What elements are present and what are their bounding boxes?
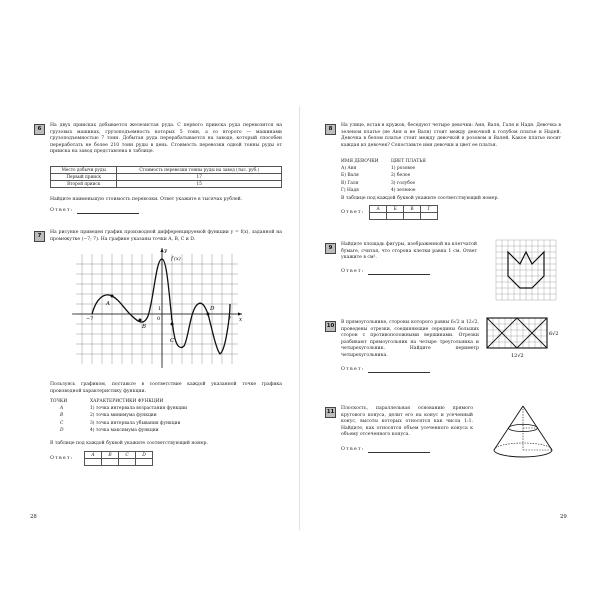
points-column [50,398,67,434]
unit-y-label: 1 [158,306,162,312]
table-cell: Первый прииск [51,174,117,181]
task-8-number: 8 [325,124,336,135]
column-header: ТОЧКИ [50,399,68,404]
list-item: C [60,420,64,426]
task-11-number: 11 [325,407,336,418]
answer-line[interactable] [77,208,139,214]
task-8-table-note: В таблице под каждой буквой укажите соответствующий номер. [341,196,499,201]
list-item: 4) точка максимума функции [90,427,159,433]
x-axis-arrow [238,312,242,315]
task-8-text: На улице, встав в кружок, беседуют четыре девочки: Аня, Валя, Галя и Надя. Девочка в зеленом платье (не Аня и не Валя) стоит между девочкой в голубом платье и Надей. Девочка в белом платье стоит между девочкой в розовом и Валей. Какое платье носит каждая из девочек? Сопоставьте имя девочки и цвет ее платья. [341,123,561,148]
grid-figure [496,240,556,300]
list-item: 4) зеленое [391,187,416,193]
task-11-text: Плоскость, параллельная основанию прямого кругового конуса, делит его на конус и усеченный конус, высоты которых относятся как числа 1:1. Найдите, как относятся объем усеченного конуса к объему отсеченного конуса. [341,406,473,438]
answer-label: Ответ: [341,210,365,215]
rectangle-figure [487,318,559,368]
answer-label: Ответ: [341,447,365,452]
list-item: B [60,413,64,419]
point-c-label: C [170,338,175,344]
names-column [341,158,379,194]
answer-label: Ответ: [341,269,365,274]
task-6-text: На двух приисках добывается железистая руда. С первого прииска руда перевозится на грузовых машинах, грузоподъемность которых 5 тонн, а со второго — машинами грузоподъемностью 7 тонн. Добытая руда перерабатывается на заводе, который способен переработать не более 210 тонн руды в день. Стоимость перевозки одной тонны руды от прииска на завод представлена в таблице. [50,123,282,155]
task-8-answer-grid [369,205,438,220]
list-item: A [60,406,64,412]
derivative-graph [76,248,246,384]
answer-label: Ответ: [50,208,74,213]
page-number: 29 [560,514,567,520]
answer-line[interactable] [368,269,430,275]
task-7-instruction: Пользуясь графиком, поставьте в соответствие каждой указанной точке графика производной характеристику функции. [50,382,282,394]
answer-cell[interactable] [136,459,153,466]
x-left-label: −7 [86,316,94,322]
column-header: ИМЯ ДЕВОЧКИ [341,159,379,164]
task-7-text: На рисунке приведен график производной дифференцируемой функции y = f(x), заданной на промежутке (−7; 7). На графике указаны точки A, B, C и D. [50,230,282,242]
answer-line[interactable] [368,447,430,453]
list-item: D [60,427,64,433]
task-6-table [50,166,282,188]
table-cell: 17 [117,174,282,181]
task-10-number: 10 [325,321,336,332]
answer-letter: В [404,206,421,213]
table-cell: Второй прииск [51,181,117,188]
answer-letter: Г [421,206,438,213]
answer-letter: А [370,206,387,213]
answer-cell[interactable] [404,213,421,220]
answer-line[interactable] [368,367,430,373]
figure-grid [487,318,547,348]
task-9-answer-row [341,268,430,275]
list-item: В) Галя [341,180,359,186]
y-axis-label: y [164,248,168,254]
task-7-table-note: В таблице под каждой буквой укажите соответствующий номер. [50,441,208,446]
task-6-answer-row [50,207,139,214]
answer-label: Ответ: [341,367,365,372]
task-8-answer-row [341,209,365,216]
answer-letter: C [119,452,136,459]
answer-label: Ответ: [50,456,74,461]
point-b-marker [139,319,142,322]
answer-letter: Б [387,206,404,213]
point-d-label: D [210,306,215,312]
list-item: 3) точка интервала убывания функции [90,420,181,426]
cone-figure [490,404,556,460]
list-item: 3) голубое [391,180,416,186]
task-10-answer-row [341,366,430,373]
answer-cell[interactable] [102,459,119,466]
answer-cell[interactable] [85,459,102,466]
task-9-number: 9 [325,243,336,254]
base-front [494,450,552,457]
task-6-number: 6 [34,124,45,135]
task-7-number: 7 [34,231,45,242]
table-cell: 15 [117,181,282,188]
table-header: Место добычи руды [51,167,117,174]
answer-letter: D [136,452,153,459]
x-right-label: 7 [228,316,232,322]
point-a-marker [111,295,114,298]
answer-letter: B [102,452,119,459]
task-7-answer-grid [84,451,153,466]
list-item: А) Аня [341,166,357,172]
page-gutter [299,106,300,530]
side-label: 6√2 [549,331,559,337]
unit-x-label: 1 [170,316,174,322]
list-item: 1) розовое [391,166,416,172]
function-label: f′(x) [171,256,181,262]
task-10-text: В прямоугольнике, стороны которого равны 6√2 и 12√2, проведены отрезки, соединяющие середины больших сторон с противоположными вершинами. Отрезки разбивают прямоугольник на четыре треугольника и четырехугольник. Найдите периметр четырехугольника. [341,320,479,358]
point-a-label: A [106,301,110,307]
column-header: ХАРАКТЕРИСТИКИ ФУНКЦИИ [90,399,164,404]
answer-letter: A [85,452,102,459]
x-axis-label: x [239,317,243,323]
task-7-answer-row [50,455,74,462]
answer-cell[interactable] [119,459,136,466]
list-item: 2) точка минимума функции [90,413,157,419]
answer-cell[interactable] [387,213,404,220]
point-b-label: B [142,324,147,330]
list-item: 1) точка интервала возрастания функции [90,406,188,412]
column-header: ЦВЕТ ПЛАТЬЯ [391,159,426,164]
task-6-question: Найдите наименьшую стоимость перевозки. Ответ укажите в тысячах рублей. [50,197,243,202]
figure-grid [496,240,556,300]
list-item: Б) Валя [341,173,359,179]
colors-column [391,158,426,194]
characteristics-column [90,398,187,434]
answer-cell[interactable] [421,213,438,220]
origin-label: 0 [157,316,161,322]
task-11-answer-row [341,446,430,453]
task-9-text: Найдите площадь фигуры, изображенной на клетчатой бумаге, считая, что сторона клетки равна 1 см. Ответ укажите в см². [341,242,477,261]
bottom-label: 12√2 [511,353,524,359]
list-item: Г) Надя [341,187,359,193]
answer-cell[interactable] [370,213,387,220]
table-header: Стоимость перевозки тонны руды на завод (тыс. руб.) [117,167,282,174]
point-c-marker [171,323,174,326]
point-d-marker [207,313,210,316]
list-item: 2) белое [391,173,411,179]
page-number: 28 [30,514,37,520]
